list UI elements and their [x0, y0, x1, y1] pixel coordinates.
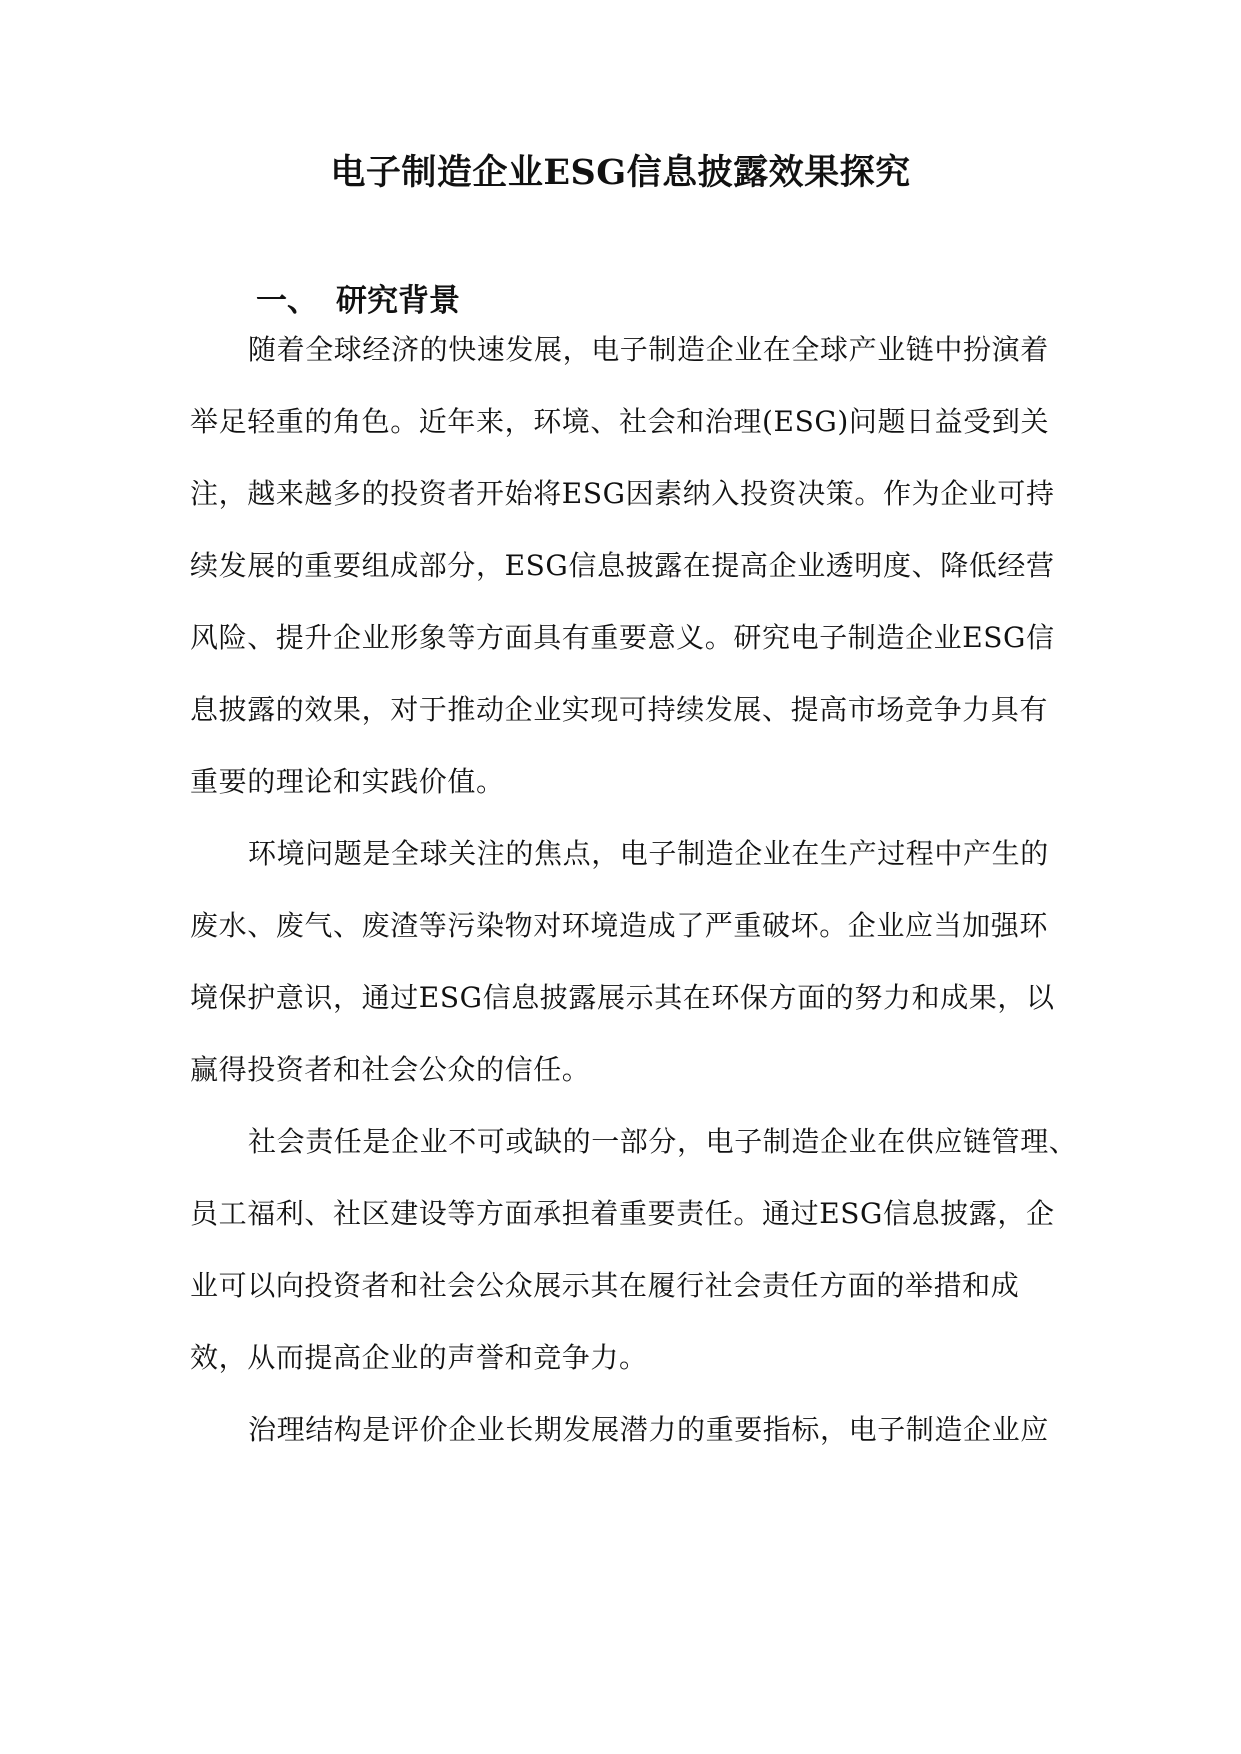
text-line: 治理结构是评价企业长期发展潜力的重要指标，电子制造企业应: [248, 1413, 1049, 1446]
text-line: 环境问题是全球关注的焦点，电子制造企业在生产过程中产生的: [248, 837, 1049, 870]
document-title: 电子制造企业ESG信息披露效果探究: [330, 152, 911, 193]
text-line: 社会责任是企业不可或缺的一部分，电子制造企业在供应链管理、: [248, 1125, 1078, 1158]
text-line: 息披露的效果，对于推动企业实现可持续发展、提高市场竞争力具有: [190, 693, 1049, 726]
text-line: 境保护意识，通过ESG信息披露展示其在环保方面的努力和成果，以: [190, 981, 1055, 1014]
text-line: 赢得投资者和社会公众的信任。: [190, 1053, 591, 1086]
text-line: 业可以向投资者和社会公众展示其在履行社会责任方面的举措和成: [190, 1269, 1020, 1302]
text-line: 注，越来越多的投资者开始将ESG因素纳入投资决策。作为企业可持: [190, 477, 1055, 510]
text-line: 员工福利、社区建设等方面承担着重要责任。通过ESG信息披露，企: [190, 1197, 1055, 1230]
section-number: 一、: [256, 283, 318, 319]
text-line: 举足轻重的角色。近年来，环境、社会和治理(ESG)问题日益受到关: [190, 405, 1050, 438]
section-title: 研究背景: [336, 283, 460, 319]
section-heading: [256, 278, 460, 324]
text-line: 效，从而提高企业的声誉和竞争力。: [190, 1341, 648, 1374]
text-line: 风险、提升企业形象等方面具有重要意义。研究电子制造企业ESG信: [190, 621, 1055, 654]
text-line: 重要的理论和实践价值。: [190, 765, 505, 798]
text-line: 续发展的重要组成部分，ESG信息披露在提高企业透明度、降低经营: [190, 549, 1055, 582]
text-line: 随着全球经济的快速发展，电子制造企业在全球产业链中扮演着: [248, 333, 1049, 366]
text-line: 废水、废气、废渣等污染物对环境造成了严重破坏。企业应当加强环: [190, 909, 1049, 942]
